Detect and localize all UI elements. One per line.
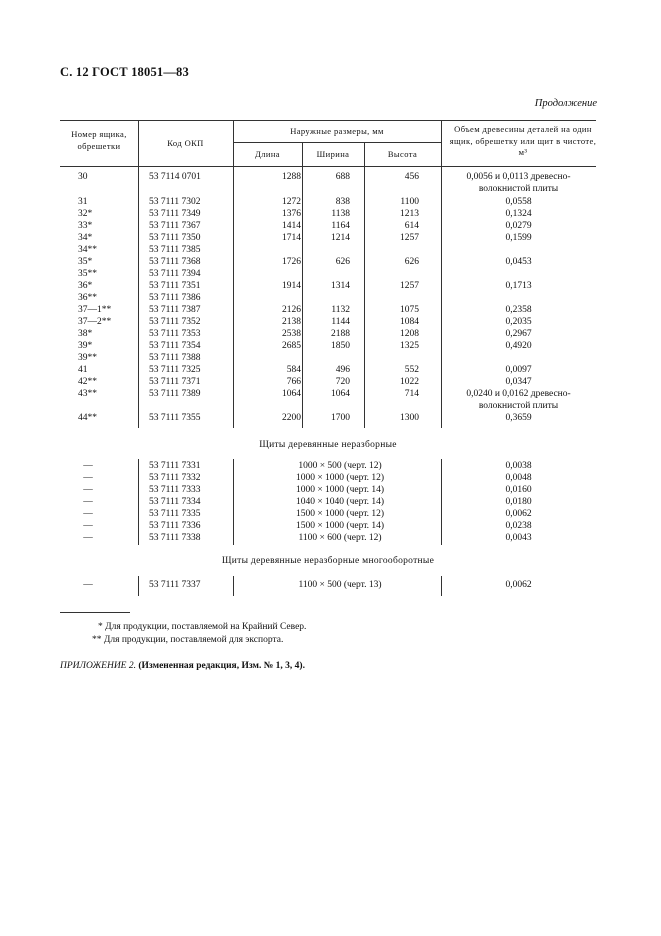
row-volume: 0,0038	[505, 461, 532, 471]
section-title-reusable: Щиты деревянные неразборные многооборотные	[221, 556, 435, 566]
row-length: 1714	[282, 233, 301, 243]
row-width: 1700	[331, 413, 350, 423]
header-code: Код ОКП	[167, 138, 204, 148]
appendix-note	[60, 661, 305, 671]
row-code: 53 7111 7350	[149, 233, 201, 243]
row-code: 53 7111 7349	[149, 209, 201, 219]
row-code: 53 7111 7371	[149, 377, 201, 387]
row-dimensions: 1500 × 1000 (черт. 12)	[295, 509, 385, 519]
row-dimensions: 1000 × 500 (черт. 12)	[298, 461, 382, 471]
row-width: 1850	[331, 341, 350, 351]
row-number: 30	[78, 172, 88, 182]
row-code: 53 7111 7367	[149, 221, 201, 231]
row-number: —	[83, 497, 93, 507]
row-width: 1064	[331, 389, 350, 399]
column-divider	[138, 166, 139, 428]
row-volume: 0,3659	[505, 413, 532, 423]
row-volume: 0,0062	[505, 580, 532, 590]
row-dimensions: 1100 × 600 (черт. 12)	[298, 533, 382, 543]
continuation-label: Продолжение	[534, 98, 597, 109]
row-length: 2685	[282, 341, 301, 351]
row-code: 53 7111 7353	[149, 329, 201, 339]
row-number: 37—1**	[78, 305, 112, 315]
row-height: 1257	[400, 281, 419, 291]
row-number: 31	[78, 197, 88, 207]
row-code: 53 7111 7368	[149, 257, 201, 267]
row-width: 1132	[331, 305, 350, 315]
row-height: 1213	[400, 209, 419, 219]
row-code: 53 7111 7354	[149, 341, 201, 351]
row-volume: 0,0043	[505, 533, 532, 543]
row-number: 44**	[78, 413, 97, 423]
header-volume: Объем древесины деталей на один ящик, обрешетку или щит в чистоте, м³	[449, 124, 597, 157]
row-code: 53 7111 7334	[149, 497, 201, 507]
table-top-rule	[60, 120, 596, 121]
dims-sub-rule	[233, 142, 441, 143]
row-volume: 0,0238	[505, 521, 532, 531]
row-number: —	[83, 509, 93, 519]
row-number: 36**	[78, 293, 97, 303]
row-width: 1144	[331, 317, 350, 327]
row-volume: 0,0347	[505, 377, 532, 387]
row-width: 688	[335, 172, 350, 182]
header-outer-dims: Наружные размеры, мм	[290, 126, 384, 136]
column-divider	[233, 166, 234, 428]
row-code: 53 7111 7335	[149, 509, 201, 519]
row-number: —	[83, 580, 93, 590]
row-volume: 0,0097	[505, 365, 532, 375]
row-length: 2126	[282, 305, 301, 315]
row-height: 552	[404, 365, 419, 375]
row-number: 35*	[78, 257, 93, 267]
row-volume: 0,2967	[505, 329, 532, 339]
column-divider	[233, 459, 234, 545]
header-divider	[441, 120, 442, 166]
row-volume: 0,0279	[505, 221, 532, 231]
row-width: 1138	[331, 209, 350, 219]
row-length: 766	[286, 377, 301, 387]
row-volume: 0,0558	[505, 197, 532, 207]
row-height: 1300	[400, 413, 419, 423]
row-code: 53 7111 7355	[149, 413, 201, 423]
column-divider	[138, 459, 139, 545]
footnote-rule	[60, 612, 130, 613]
footnote-1: * Для продукции, поставляемой на Крайний Север.	[98, 622, 307, 632]
row-volume: 0,2035	[505, 317, 532, 327]
appendix-text: (Измененная редакция, Изм. № 1, 3, 4).	[138, 661, 305, 671]
row-code: 53 7111 7332	[149, 473, 201, 483]
row-width: 838	[335, 197, 350, 207]
row-code: 53 7111 7337	[149, 580, 201, 590]
row-code: 53 7111 7388	[149, 353, 201, 363]
row-volume: 0,0453	[505, 257, 532, 267]
row-width: 1164	[331, 221, 350, 231]
row-dimensions: 1040 × 1040 (черт. 14)	[295, 497, 385, 507]
row-volume: 0,0240 и 0,0162 древесно-волокнистой плиты	[466, 389, 571, 411]
row-volume: 0,2358	[505, 305, 532, 315]
row-code: 53 7111 7331	[149, 461, 201, 471]
row-volume: 0,0062	[505, 509, 532, 519]
header-height: Высота	[387, 149, 418, 159]
row-code: 53 7111 7338	[149, 533, 201, 543]
row-number: —	[83, 485, 93, 495]
row-number: 37—2**	[78, 317, 112, 327]
row-height: 1100	[400, 197, 419, 207]
row-number: 38*	[78, 329, 93, 339]
row-length: 1414	[282, 221, 301, 231]
row-number: 42**	[78, 377, 97, 387]
row-length: 2200	[282, 413, 301, 423]
row-length: 1376	[282, 209, 301, 219]
row-dimensions: 1100 × 500 (черт. 13)	[298, 580, 382, 590]
header-box-number: Номер ящика, обрешетки	[71, 129, 127, 151]
row-code: 53 7111 7302	[149, 197, 201, 207]
row-number: 41	[78, 365, 88, 375]
column-divider	[233, 576, 234, 596]
row-number: 33*	[78, 221, 93, 231]
row-height: 1022	[400, 377, 419, 387]
section-title-non-collapsible: Щиты деревянные неразборные	[259, 440, 397, 450]
row-code: 53 7111 7352	[149, 317, 201, 327]
footnote-2: ** Для продукции, поставляемой для экспорта.	[92, 635, 284, 645]
row-volume: 0,0056 и 0,0113 древесно-волокнистой плиты	[466, 172, 571, 194]
row-code: 53 7111 7325	[149, 365, 201, 375]
row-height: 1325	[400, 341, 419, 351]
row-volume: 0,1599	[505, 233, 532, 243]
row-height: 1208	[400, 329, 419, 339]
row-dimensions: 1000 × 1000 (черт. 12)	[295, 473, 385, 483]
row-number: —	[83, 461, 93, 471]
row-height: 1257	[400, 233, 419, 243]
row-number: 39**	[78, 353, 97, 363]
row-length: 1288	[282, 172, 301, 182]
row-code: 53 7111 7389	[149, 389, 201, 399]
row-code: 53 7111 7333	[149, 485, 201, 495]
header-length: Длина	[255, 149, 280, 159]
row-code: 53 7111 7336	[149, 521, 201, 531]
row-number: 43**	[78, 389, 97, 399]
row-dimensions: 1000 × 1000 (черт. 14)	[295, 485, 385, 495]
row-number: —	[83, 521, 93, 531]
row-number: 36*	[78, 281, 93, 291]
row-volume: 0,0180	[505, 497, 532, 507]
row-code: 53 7111 7351	[149, 281, 201, 291]
row-number: 35**	[78, 269, 97, 279]
column-divider	[364, 166, 365, 428]
row-length: 584	[286, 365, 301, 375]
column-divider	[138, 576, 139, 596]
row-code: 53 7111 7386	[149, 293, 201, 303]
row-code: 53 7114 0701	[149, 172, 201, 182]
header-width: Ширина	[316, 149, 350, 159]
row-volume: 0,0160	[505, 485, 532, 495]
row-length: 1064	[282, 389, 301, 399]
row-volume: 0,1324	[505, 209, 532, 219]
row-dimensions: 1500 × 1000 (черт. 14)	[295, 521, 385, 531]
row-height: 614	[404, 221, 419, 231]
row-volume: 0,1713	[505, 281, 532, 291]
row-width: 2188	[331, 329, 350, 339]
row-width: 496	[335, 365, 350, 375]
header-bottom-rule	[60, 166, 596, 167]
row-width: 1314	[331, 281, 350, 291]
row-height: 714	[404, 389, 419, 399]
page-title: С. 12 ГОСТ 18051—83	[60, 65, 189, 79]
row-number: 39*	[78, 341, 93, 351]
row-volume: 0,0048	[505, 473, 532, 483]
row-number: 34**	[78, 245, 97, 255]
row-height: 1075	[400, 305, 419, 315]
row-height: 1084	[400, 317, 419, 327]
row-code: 53 7111 7385	[149, 245, 201, 255]
row-length: 1726	[282, 257, 301, 267]
row-number: —	[83, 533, 93, 543]
row-number: —	[83, 473, 93, 483]
row-length: 2138	[282, 317, 301, 327]
appendix-label: ПРИЛОЖЕНИЕ 2.	[60, 661, 136, 671]
row-width: 1214	[331, 233, 350, 243]
row-code: 53 7111 7394	[149, 269, 201, 279]
row-number: 32*	[78, 209, 93, 219]
row-code: 53 7111 7387	[149, 305, 201, 315]
row-length: 2538	[282, 329, 301, 339]
row-height: 456	[404, 172, 419, 182]
row-height: 626	[404, 257, 419, 267]
row-length: 1914	[282, 281, 301, 291]
row-width: 720	[335, 377, 350, 387]
row-number: 34*	[78, 233, 93, 243]
row-volume: 0,4920	[505, 341, 532, 351]
row-width: 626	[335, 257, 350, 267]
row-length: 1272	[282, 197, 301, 207]
